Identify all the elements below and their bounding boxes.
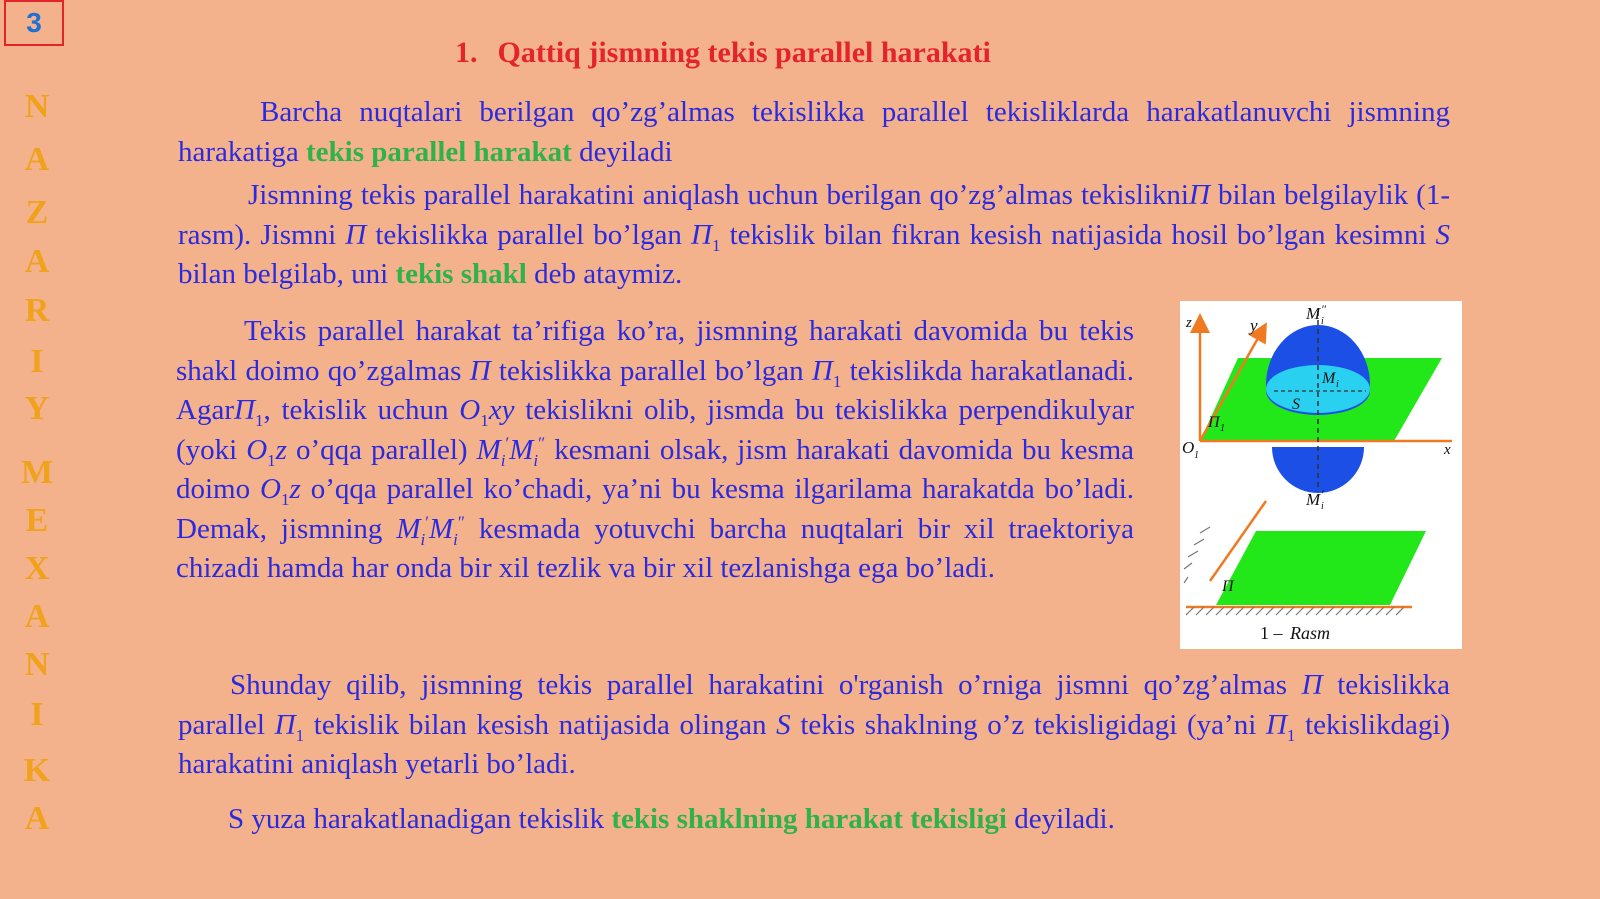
math-subscript: 1: [711, 235, 721, 255]
side-letter: A: [24, 243, 50, 280]
side-letter: R: [24, 292, 50, 329]
side-letter: A: [24, 141, 50, 178]
math-m: M: [476, 433, 501, 466]
math-xy: xy: [488, 394, 515, 426]
text: Jismning tekis parallel harakatini aniqlash uchun berilgan qo’zg’almas tekislikni: [248, 179, 1189, 211]
label-m-top-sub: i: [1321, 316, 1324, 327]
label-z: z: [1186, 315, 1192, 331]
text: bilan belgilaylik (1-rasm). Jismni: [178, 179, 1450, 251]
text: tekislikni olib, jismda bu tekislikka perpendikulyar (yoki: [176, 394, 1135, 466]
label-y: y: [1250, 316, 1258, 335]
math-pi: Π: [811, 354, 833, 387]
text: tekislikdagi) harakatini aniqlash yetarli bo’ladi.: [178, 708, 1451, 780]
math-z: z: [275, 433, 287, 466]
math-subscript: 1: [281, 489, 290, 509]
label-m-low-sub: i: [1321, 501, 1324, 512]
side-letter: E: [25, 502, 49, 539]
title-number: 1.: [455, 36, 478, 69]
math-subscript: i: [453, 529, 458, 549]
paragraph-2: [178, 176, 1450, 295]
math-o: O: [246, 433, 268, 466]
math-prime: ′: [505, 432, 510, 452]
math-pi: Π: [469, 354, 491, 387]
math-subscript: 1: [254, 410, 264, 430]
text: Tekis parallel harakat ta’rifiga ko’ra, jismning harakati davomida bu tekis shakl doimo qo’zgalmas: [176, 315, 1134, 387]
math-double-prime: ″: [457, 511, 465, 531]
title-text: Qattiq jismning tekis parallel harakati: [497, 36, 991, 69]
side-letter: Z: [25, 194, 49, 231]
label-m-low: M: [1306, 490, 1321, 509]
side-letter: K: [23, 752, 51, 789]
math-o: O: [260, 473, 281, 505]
side-letter: M: [20, 454, 54, 491]
math-subscript: 1: [267, 450, 276, 470]
text: , tekislik uchun: [263, 394, 449, 426]
page-title: [455, 36, 991, 70]
text: deb ataymiz.: [526, 258, 683, 290]
math-double-prime: ″: [538, 432, 546, 452]
text: tekislikda harakatlanadi. Agar: [176, 354, 1134, 426]
highlight-term: tekis shakl: [395, 258, 527, 290]
text: tekislikka parallel bo’lgan: [375, 218, 682, 251]
text: kesmani olsak, jism harakati davomida bu kesma doimo: [176, 433, 1135, 505]
side-letter: I: [30, 696, 44, 733]
text: tekis shaklning o’z tekisligidagi (ya’ni: [800, 708, 1257, 741]
math-m: M: [428, 512, 454, 545]
text: tekislikka parallel: [178, 669, 1450, 741]
label-m-low-sup: ′: [1321, 487, 1324, 501]
math-pi: Π: [1188, 179, 1210, 211]
caption-word: Rasm: [1290, 623, 1330, 643]
label-pi1: Π: [1208, 414, 1220, 431]
math-subscript: i: [533, 450, 539, 470]
text: tekislik bilan kesish natijasida olingan: [313, 708, 767, 741]
math-subscript: i: [500, 450, 506, 470]
text: S yuza harakatlanadigan tekislik: [228, 803, 612, 835]
text: bilan belgilab, uni: [178, 258, 396, 290]
label-m-mid-sub: i: [1336, 379, 1339, 390]
math-subscript: 1: [295, 725, 305, 745]
side-letter: I: [30, 343, 44, 380]
highlight-term: tekis parallel harakat: [306, 135, 572, 168]
label-m-top: M: [1306, 304, 1321, 323]
math-subscript: 1: [480, 410, 489, 430]
label-pi1-sub: 1: [1220, 423, 1225, 434]
math-subscript: 1: [832, 371, 842, 391]
side-letter: N: [24, 646, 50, 683]
label-o: O: [1182, 438, 1195, 457]
text: deyiladi: [571, 135, 673, 168]
math-m: M: [396, 512, 421, 545]
side-letter: Y: [24, 390, 50, 427]
math-subscript: i: [420, 529, 426, 549]
label-x: x: [1444, 442, 1451, 458]
math-s: S: [1435, 218, 1451, 251]
math-o: O: [459, 394, 481, 426]
label-pi: Π: [1222, 578, 1234, 595]
side-letter: A: [24, 598, 50, 635]
paragraph-5: [178, 800, 1450, 840]
paragraph-4: [178, 666, 1450, 785]
paragraph-1: [178, 93, 1450, 172]
text: Barcha nuqtalari berilgan qo’zg’almas tekislikka parallel tekisliklarda harakatlanuvchi jismning harakatiga: [178, 96, 1450, 168]
math-pi: Π: [1265, 708, 1287, 741]
math-subscript: 1: [1286, 725, 1296, 745]
label-s: S: [1292, 396, 1300, 413]
caption-number: 1 –: [1260, 623, 1283, 643]
figure-diagram: [1180, 301, 1462, 649]
math-z: z: [289, 473, 301, 505]
label-m-top-sup: ″: [1321, 302, 1326, 316]
text: Shunday qilib, jismning tekis parallel harakatini o'rganish o’rniga jismni qo’zg’almas: [230, 669, 1287, 701]
highlight-term: tekis shaklning harakat tekisligi: [611, 803, 1007, 835]
math-pi: Π: [345, 218, 367, 251]
text: tekislikka parallel bo’lgan: [498, 354, 804, 387]
label-m-mid: M: [1322, 370, 1336, 387]
side-letter: A: [24, 800, 50, 837]
math-m: M: [509, 433, 534, 466]
side-letter: N: [24, 88, 50, 125]
math-pi: Π: [690, 218, 712, 251]
math-pi: Π: [274, 708, 296, 741]
lower-plane: [1216, 531, 1426, 605]
text: kesmada yotuvchi barcha nuqtalari bir xil traektoriya chizadi hamda har onda bir xil tezlik va bir xil tezlanishga ega bo’ladi.: [176, 512, 1135, 584]
math-pi: Π: [233, 394, 255, 426]
text: o’qqa parallel): [295, 433, 468, 466]
text: tekislik bilan fikran kesish natijasida hosil bo’lgan kesimni: [729, 218, 1427, 251]
math-prime: ′: [425, 511, 429, 531]
label-o-sub: 1: [1194, 450, 1199, 461]
text: deyiladi.: [1006, 803, 1115, 835]
math-pi: Π: [1301, 669, 1323, 701]
math-s: S: [776, 708, 791, 741]
text: o’qqa parallel ko’chadi, ya’ni bu kesma ilgarilama harakatda bo’ladi. Demak, jismning: [176, 473, 1135, 545]
paragraph-3: [176, 312, 1134, 589]
slide-number: 3: [4, 0, 64, 46]
figure-1: [1180, 301, 1462, 649]
side-letter: X: [24, 550, 50, 587]
